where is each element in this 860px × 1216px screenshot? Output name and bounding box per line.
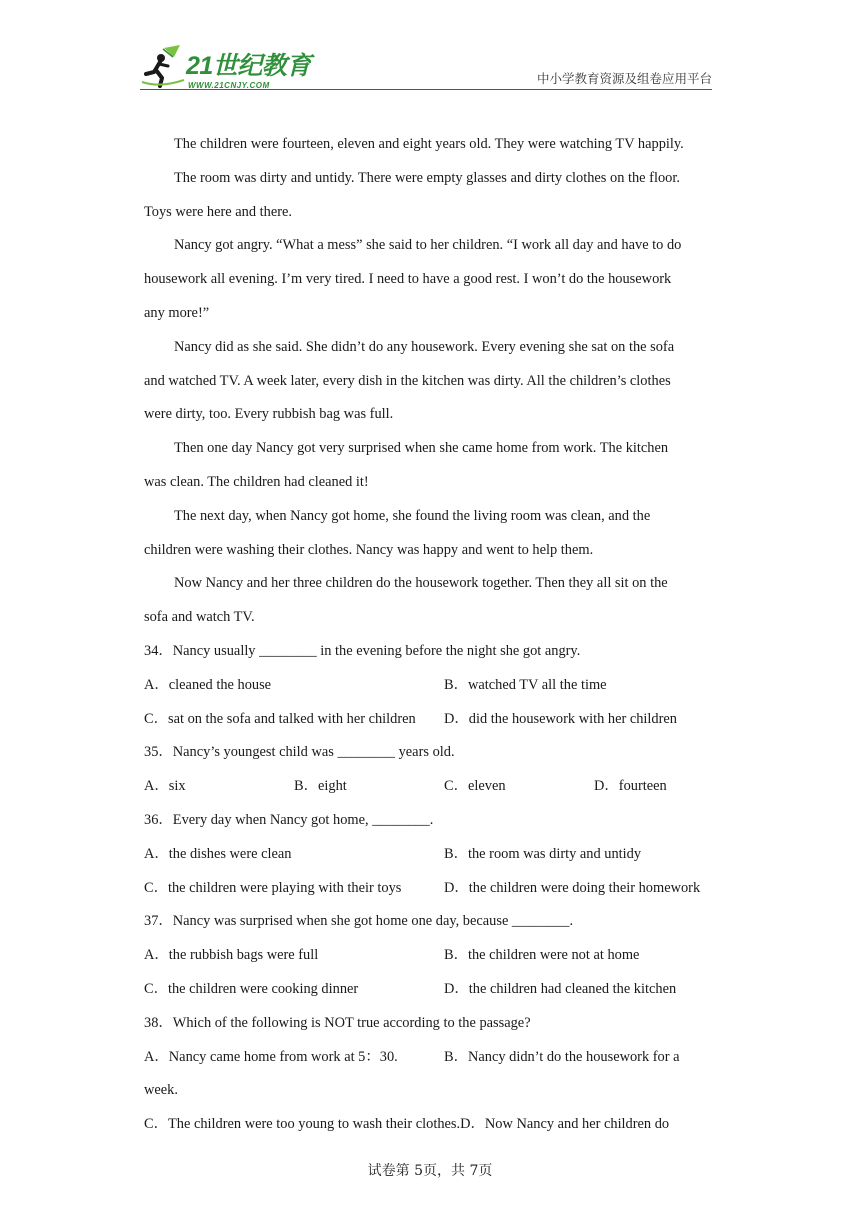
- option-row: [144, 1041, 716, 1075]
- platform-tagline: 中小学教育资源及组卷应用平台: [536, 71, 712, 86]
- answer-option: C．the children were playing with their toys: [144, 879, 402, 896]
- passage-line: Then one day Nancy got very surprised when she came home from work. The kitchen: [174, 440, 669, 457]
- question-list: [144, 635, 716, 1142]
- runner-logo-icon: [140, 44, 186, 88]
- answer-option: B．watched TV all the time: [444, 676, 607, 693]
- passage-line: housework all evening. I’m very tired. I need to have a good rest. I won’t do the housework: [144, 271, 672, 288]
- document-body: [144, 128, 716, 1142]
- logo-url: WWW.21CNJY.COM: [188, 81, 270, 90]
- answer-option: A．cleaned the house: [144, 676, 272, 693]
- answer-option: D．fourteen: [594, 778, 667, 795]
- question-stem: 37．Nancy was surprised when she got home one day, because ________.: [144, 913, 574, 930]
- answer-option: D．the children were doing their homework: [444, 879, 701, 896]
- answer-option: C．the children were cooking dinner: [144, 980, 359, 997]
- answer-option: D．the children had cleaned the kitchen: [444, 980, 677, 997]
- page-footer: 试卷第 5页，共 7页: [367, 1163, 493, 1179]
- question-line: C．The children were too young to wash their clothes.D．Now Nancy and her children do: [144, 1116, 670, 1133]
- passage-line: Toys were here and there.: [144, 203, 293, 220]
- answer-option: B．the children were not at home: [444, 947, 640, 964]
- answer-option: A．the rubbish bags were full: [144, 947, 319, 964]
- answer-option: A．six: [144, 778, 186, 795]
- question-stem: 35．Nancy’s youngest child was ________ years old.: [144, 744, 455, 761]
- passage-line: The children were fourteen, eleven and eight years old. They were watching TV happily.: [174, 136, 684, 152]
- question-stem: 36．Every day when Nancy got home, ________.: [144, 811, 434, 828]
- answer-option: A．the dishes were clean: [144, 845, 292, 862]
- option-row: [144, 669, 716, 703]
- reading-passage: [144, 128, 716, 635]
- answer-option: B．the room was dirty and untidy: [444, 845, 642, 862]
- option-row: [144, 770, 716, 804]
- question-stem: 38．Which of the following is NOT true according to the passage?: [144, 1014, 531, 1031]
- passage-line: Nancy got angry. “What a mess” she said to her children. “I work all day and have to do: [174, 237, 682, 254]
- passage-line: and watched TV. A week later, every dish in the kitchen was dirty. All the children’s clothes: [144, 372, 671, 389]
- passage-line: children were washing their clothes. Nancy was happy and went to help them.: [144, 541, 594, 558]
- passage-line: Now Nancy and her three children do the housework together. Then they all sit on the: [174, 575, 668, 592]
- answer-option: B．eight: [294, 778, 347, 795]
- answer-option: B．Nancy didn’t do the housework for a: [444, 1048, 680, 1065]
- header-divider: [140, 89, 712, 90]
- passage-line: sofa and watch TV.: [144, 609, 255, 626]
- passage-line: was clean. The children had cleaned it!: [144, 473, 369, 490]
- answer-option: C．eleven: [444, 778, 506, 795]
- option-row: [144, 939, 716, 973]
- option-row: [144, 703, 716, 737]
- answer-option: C．sat on the sofa and talked with her children: [144, 710, 416, 727]
- page-header: [140, 40, 712, 92]
- question-stem: 34．Nancy usually ________ in the evening before the night she got angry.: [144, 642, 581, 659]
- passage-line: any more!”: [144, 304, 210, 321]
- passage-line: The next day, when Nancy got home, she found the living room was clean, and the: [174, 507, 651, 524]
- option-row: [144, 973, 716, 1007]
- passage-line: Nancy did as she said. She didn’t do any housework. Every evening she sat on the sofa: [174, 338, 675, 355]
- question-line: week.: [144, 1082, 178, 1099]
- answer-option: A．Nancy came home from work at 5：30.: [144, 1048, 398, 1065]
- logo-text: 21世纪教育: [186, 52, 311, 80]
- passage-line: The room was dirty and untidy. There were empty glasses and dirty clothes on the floor.: [174, 169, 680, 186]
- answer-option: D．did the housework with her children: [444, 710, 677, 727]
- passage-line: were dirty, too. Every rubbish bag was full.: [144, 406, 394, 423]
- site-logo: [140, 44, 320, 92]
- option-row: [144, 838, 716, 872]
- option-row: [144, 872, 716, 906]
